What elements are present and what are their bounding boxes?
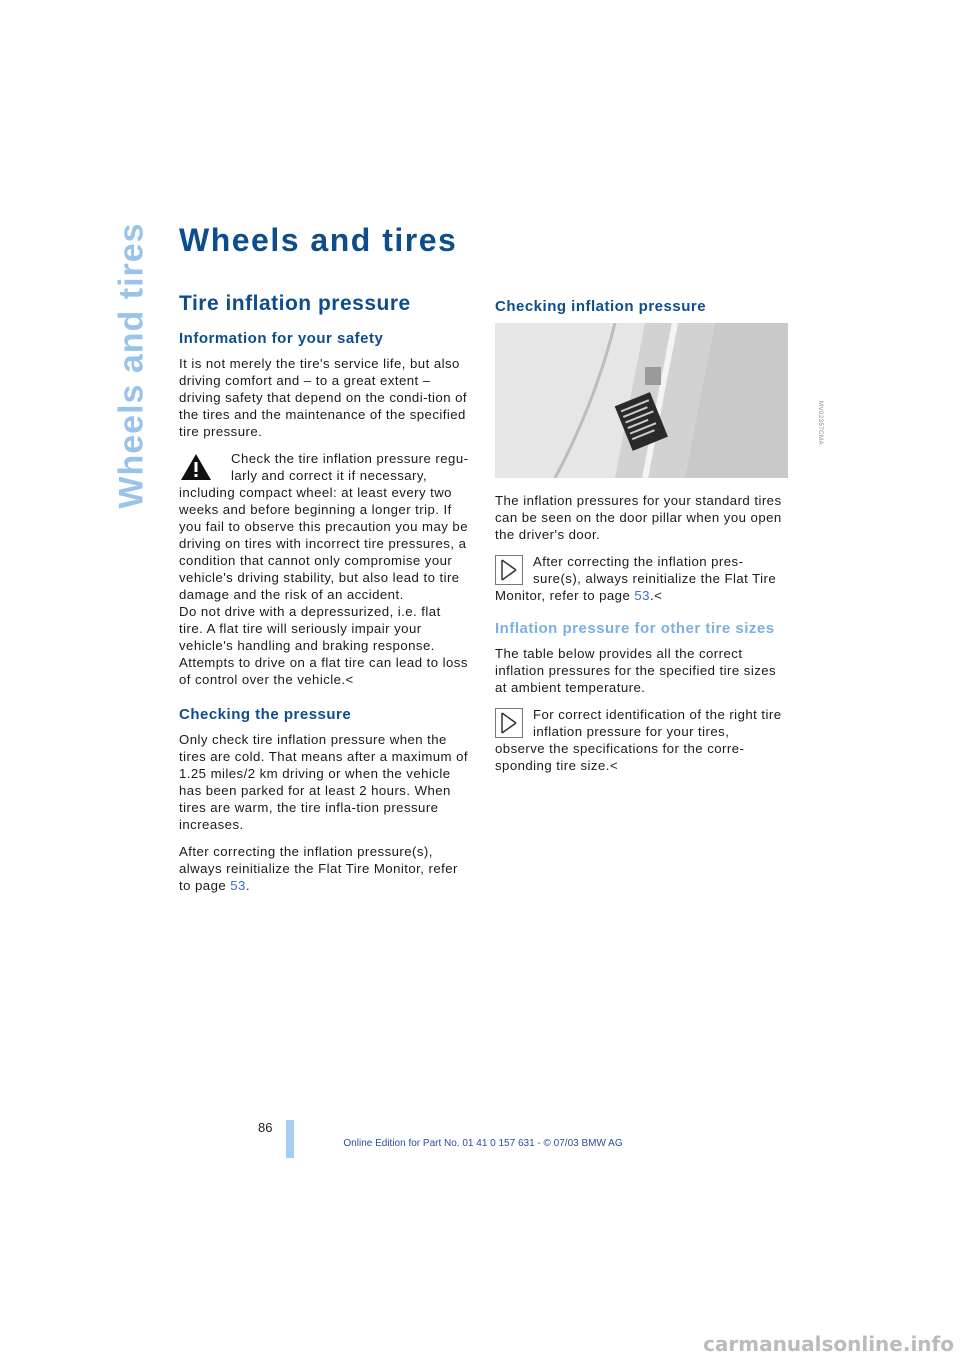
note2-text-first: For correct identification of the right tire inflation pressure for your tires, [533, 707, 782, 739]
right-column [495, 292, 785, 774]
door-pillar-photo [495, 323, 788, 478]
warning-text-first: Check the tire inflation pressure regu-larly and correct it if necessary, [231, 451, 469, 483]
warning-text-rest: including compact wheel: at least every two weeks and before beginning a longer trip. If you fail to observe this precaution you may be driving on tires with incorrect tire pressures, a condition that cannot only compromise your vehicle's driving stability, but also lead to tire damage and the risk of an accident. [179, 485, 468, 602]
paragraph-other-sizes: The table below provides all the correct inflation pressures for the specified tire sizes at ambient temperature. [495, 646, 777, 695]
side-chapter-label: Wheels and tires [112, 221, 151, 509]
warning-text-flat-tire: Do not drive with a depressurized, i.e. flat tire. A flat tire will seriously impair your vehicle's handling and braking response. Attempts to drive on a flat tire can lead to loss of control over the vehicle.< [179, 604, 468, 687]
subheading-other-sizes: Inflation pressure for other tire sizes [495, 620, 775, 637]
page-title: Wheels and tires [179, 222, 458, 258]
note-reinitialize: After correcting the inflation pres-sure(s), always reinitialize the Flat Tire Monitor, refer to page 53.< [495, 553, 785, 604]
photo-code: MV02357CMA [817, 400, 824, 446]
paragraph-reinitialize: After correcting the inflation pressure(s), always reinitialize the Flat Tire Monitor, refer to page 53. [179, 844, 458, 893]
note2-text-rest: observe the specifications for the corre-sponding tire size.< [495, 741, 745, 773]
watermark: carmanualsonline.info [703, 1332, 954, 1356]
page-link-53[interactable]: 53 [634, 588, 650, 603]
section-heading: Tire inflation pressure [179, 292, 411, 315]
page-link-53[interactable]: 53 [230, 878, 246, 893]
note-arrow-icon [495, 555, 523, 585]
warning-icon [179, 452, 213, 482]
door-pillar-illustration [495, 323, 788, 478]
side-chapter-tab [112, 221, 152, 509]
paragraph-safety-intro: It is not merely the tire's service life, but also driving comfort and – to a great extent – driving safety that depend on the condi-tion of the tires and the maintenance of the specified tire pressure. [179, 356, 468, 439]
note-text-first: After correcting the inflation pres-sure(s), always reinitialize the Flat Tire [533, 554, 777, 586]
paragraph-door-pillar: The inflation pressures for your standard tires can be seen on the door pillar when you open the driver's door. [495, 493, 782, 542]
page-number: 86 [258, 1120, 273, 1135]
subheading-checking-inflation: Checking inflation pressure [495, 298, 707, 315]
online-edition-note: Online Edition for Part No. 01 41 0 157 631 - © 07/03 BMW AG [343, 1138, 623, 1149]
note-arrow-icon [495, 708, 523, 738]
subheading-safety: Information for your safety [179, 330, 384, 347]
warning-note [179, 450, 469, 688]
paragraph-checking-pressure: Only check tire inflation pressure when the tires are cold. That means after a maximum of 1.25 miles/2 km driving or when the vehicle has been parked for at least 2 hours. When tires are warm, the tire infla-tion pressure increases. [179, 732, 468, 832]
note-identification [495, 706, 785, 774]
subheading-checking-pressure: Checking the pressure [179, 706, 352, 723]
left-column [179, 292, 469, 904]
